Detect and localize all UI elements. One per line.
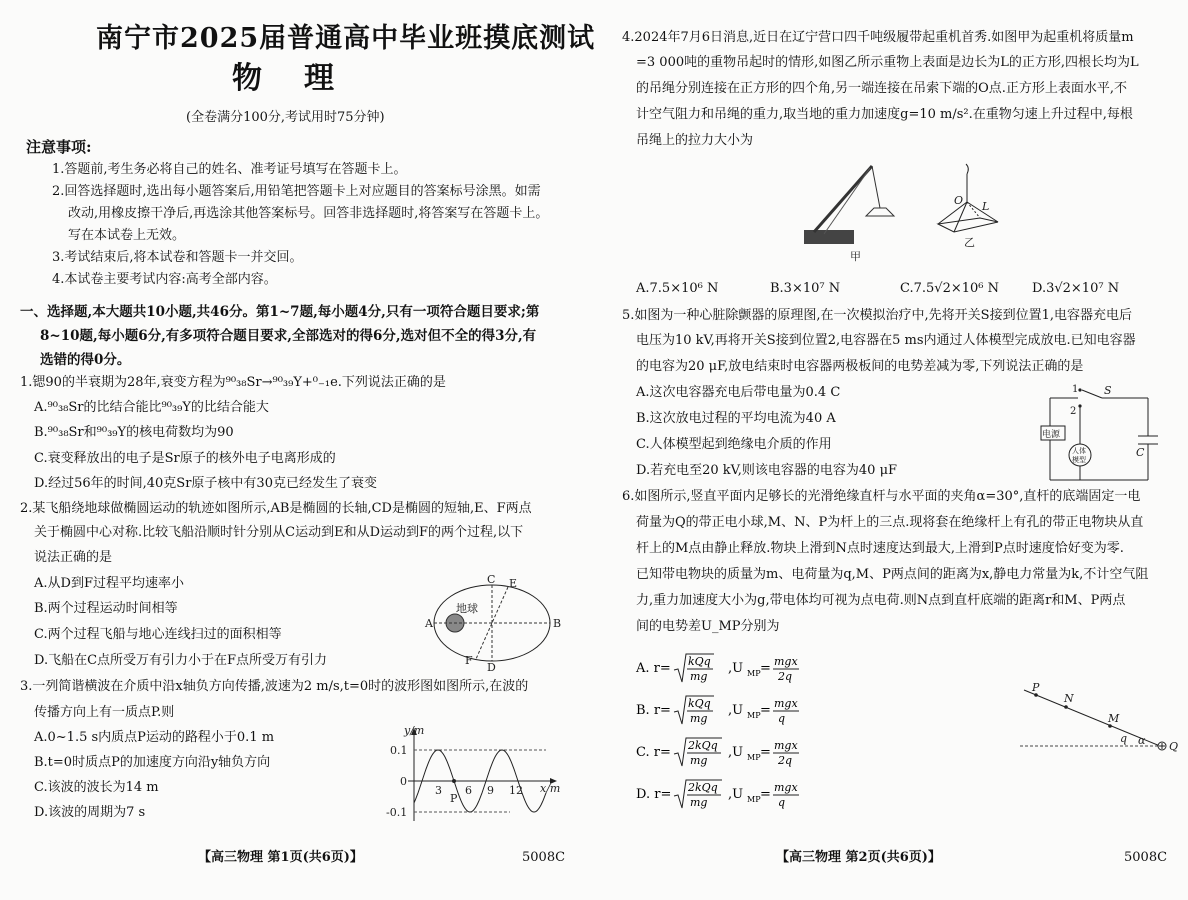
page-2: [600, 0, 1188, 900]
crane-load: [866, 208, 894, 216]
section-heading: 一、选择题,本大题共10小题,共46分。第1~7题,每小题4分,只有一项符合题目要求;第: [20, 304, 540, 320]
m-label: M: [1108, 712, 1120, 725]
particle-p: [452, 779, 456, 783]
q2-option-b: B.两个过程运动时间相等: [34, 601, 178, 616]
q6-stem-4: 已知带电物块的质量为m、电荷量为q,M、P两点间的距离为x,静电力常量为k,不计空气阻: [636, 567, 1149, 582]
section-heading-2: 8~10题,每小题6分,有多项符合题目要求,全部选对的得6分,选对但不全的得3分,有: [40, 328, 537, 344]
q4-crane-figure: [800, 160, 910, 266]
q1-option-a: A.⁹⁰₃₈Sr的比结合能比⁹⁰₃₉Y的比结合能大: [34, 400, 269, 415]
exam-title: 南宁市2025届普通高中毕业班摸底测试: [96, 23, 596, 54]
q5-option-d: D.若充电至20 kV,则该电容器的电容为40 μF: [636, 463, 898, 478]
q5-stem-1: 5.如图为一种心脏除颤器的原理图,在一次模拟治疗中,先将开关S接到位置1,电容器充电后: [622, 308, 1132, 323]
subject-title: 物理: [232, 61, 376, 96]
q6-option-letter: B. r=: [636, 703, 671, 718]
q6-equals-sign: =: [760, 703, 771, 718]
q5-stem-2: 电压为10 kV,再将开关S接到位置2,电容器在5 ms内通过人体模型完成放电.已知电容器: [636, 333, 1136, 348]
exam-info: (全卷满分100分,考试用时75分钟): [186, 110, 385, 125]
q6-stem-3: 杆上的M点由静止释放.物块上滑到N点时速度达到最大,上滑到P点时速度恰好变为零.: [636, 541, 1124, 556]
q6-radicand-denominator: mg: [690, 670, 708, 683]
footer-left-p1: 【高三物理 第1页(共6页)】: [198, 850, 363, 865]
alpha-label: α: [1138, 734, 1146, 747]
q6-stem-6: 间的电势差U_MP分别为: [636, 619, 780, 634]
x-tick-3: 3: [435, 784, 442, 797]
q6-radicand-numerator: kQq: [688, 697, 711, 710]
q6-equals-sign: =: [760, 787, 771, 802]
q6-fraction-denominator: 2q: [778, 754, 793, 767]
footer-code-p1: 5008C: [522, 850, 566, 865]
y-axis-label: y/m: [404, 724, 425, 737]
q4-stem-1: 4.2024年7月6日消息,近日在辽宁营口四千吨级履带起重机首秀.如图甲为起重机将质量m: [622, 30, 1134, 45]
hook-icon: [966, 164, 968, 174]
q1-option-b: B.⁹⁰₃₈Sr和⁹⁰₃₉Y的核电荷数均为90: [34, 425, 234, 440]
q6-incline-figure: [1020, 681, 1179, 758]
q3-option-c: C.该波的波长为14 m: [34, 780, 159, 795]
crane-tracks: [804, 230, 854, 244]
q5-option-a: A.这次电容器充电后带电量为0.4 C: [636, 385, 841, 400]
q2-stem-2: 关于椭圆中心对称.比较飞船沿顺时针分别从C运动到E和从D运动到F的两个过程,以下: [34, 525, 524, 540]
q1-option-d: D.经过56年的时间,40克Sr原子核中有30克已经发生了衰变: [34, 476, 377, 491]
q4-option-b: B.3×10⁷ N: [770, 281, 841, 296]
power-label: 电源: [1042, 430, 1061, 440]
q6-radicand-numerator: 2kQq: [688, 739, 718, 752]
q5-option-c: C.人体模型起到绝缘电介质的作用: [636, 437, 832, 452]
q6-u-symbol: ,U: [728, 787, 744, 802]
point-o-label: O: [954, 194, 964, 207]
q5-stem-3: 的电容为20 μF,放电结束时电容器两极板间的电势差减为零,下列说法正确的是: [636, 359, 1084, 374]
notice-2: 2.回答选择题时,选出每小题答案后,用铅笔把答题卡上对应题目的答案标号涂黑。如需: [52, 184, 541, 199]
q6-stem-1: 6.如图所示,竖直平面内足够长的光滑绝缘直杆与水平面的夹角α=30°,直杆的底端固定一电: [622, 489, 1141, 504]
q6-u-symbol: ,U: [728, 745, 744, 760]
q6-radicand-denominator: mg: [690, 712, 708, 725]
q2-option-d: D.飞船在C点所受万有引力小于在F点所受万有引力: [34, 653, 328, 668]
capacitor-label: C: [1136, 446, 1145, 459]
q6-fraction-denominator: q: [778, 796, 786, 809]
q4-option-d: D.3√2×10⁷ N: [1032, 281, 1120, 296]
crane-boom: [814, 166, 872, 232]
q6-option-letter: A. r=: [636, 661, 671, 676]
q6-equals-sign: =: [760, 661, 771, 676]
q6-radicand-numerator: 2kQq: [688, 781, 718, 794]
body-label-2: 模型: [1072, 456, 1086, 464]
rope-length-label: L: [982, 200, 990, 213]
point-a-label: A: [425, 617, 433, 630]
q4-stem-5: 吊绳上的拉力大小为: [636, 133, 754, 148]
q2-orbit-figure: [425, 573, 570, 674]
notice-3: 3.考试结束后,将本试卷和答题卡一并交回。: [52, 250, 303, 265]
footer-code-p2: 5008C: [1124, 850, 1168, 865]
q3-stem-1: 3.一列简谐横波在介质中沿x轴负方向传播,波速为2 m/s,t=0时的波形图如图所示,在波的: [20, 679, 529, 694]
x-tick-12: 12: [509, 784, 523, 797]
notice-heading: 注意事项:: [26, 138, 92, 156]
q5-option-b: B.这次放电过程的平均电流为40 A: [636, 411, 836, 426]
q3-wave-graph: [378, 726, 568, 826]
q6-u-subscript: MP: [747, 711, 761, 720]
q1-option-c: C.衰变释放出的电子是Sr原子的核外电子电离形成的: [34, 451, 336, 466]
crane-cable: [872, 166, 880, 208]
q6-stem-5: 力,重力加速度大小为g,带电体均可视为点电荷.则N点到直杆底端的距离r和M、P两点: [636, 593, 1126, 608]
crane-boom-brace: [824, 168, 870, 234]
point-c-label: C: [487, 573, 496, 586]
q6-u-symbol: ,U: [728, 703, 744, 718]
q6-u-subscript: MP: [747, 795, 761, 804]
q6-option-letter: C. r=: [636, 745, 671, 760]
q6-option-letter: D. r=: [636, 787, 672, 802]
p-label: P: [1032, 681, 1040, 694]
position-1-label: 1: [1072, 384, 1079, 395]
q6-fraction-numerator: mgx: [774, 697, 798, 710]
q6-option-d: [636, 780, 799, 809]
q2-stem-3: 说法正确的是: [34, 550, 113, 565]
figure-yi-label: 乙: [964, 236, 975, 249]
q6-option-c: [636, 738, 799, 767]
q4-stem-4: 计空气阻力和吊绳的重力,取当地的重力加速度g=10 m/s².在重物匀速上升过程中,每根: [636, 107, 1133, 122]
notice-1: 1.答题前,考生务必将自己的姓名、准考证号填写在答题卡上。: [52, 162, 407, 177]
q2-option-a: A.从D到F过程平均速率小: [34, 576, 184, 591]
q3-stem-2: 传播方向上有一质点P.则: [34, 705, 175, 720]
q6-fraction-numerator: mgx: [774, 655, 798, 668]
x-tick-6: 6: [465, 784, 472, 797]
q6-u-symbol: ,U: [728, 661, 744, 676]
q2-option-c: C.两个过程飞船与地心连线扫过的面积相等: [34, 627, 282, 642]
q6-fraction-denominator: 2q: [778, 670, 793, 683]
point-b-label: B: [553, 617, 562, 630]
q1-stem: 1.锶90的半衰期为28年,衰变方程为⁹⁰₃₈Sr→⁹⁰₃₉Y+⁰₋₁e.下列说法正确的是: [20, 375, 446, 390]
q6-equals-sign: =: [760, 745, 771, 760]
q3-option-d: D.该波的周期为7 s: [34, 805, 146, 820]
body-label-1: 人体: [1072, 447, 1086, 455]
q4-option-c: C.7.5√2×10⁶ N: [900, 281, 999, 296]
q2-stem-1: 2.某飞船绕地球做椭圆运动的轨迹如图所示,AB是椭圆的长轴,CD是椭圆的短轴,E、F两点: [20, 501, 532, 516]
y-tick-max: 0.1: [390, 744, 408, 757]
y-tick-zero: 0: [400, 775, 407, 788]
y-tick-min: -0.1: [386, 806, 408, 819]
q3-option-a: A.0~1.5 s内质点P运动的路程小于0.1 m: [34, 730, 275, 745]
notice-2-end: 写在本试卷上无效。: [68, 228, 186, 243]
notice-2-cont: 改动,用橡皮擦干净后,再选涂其他答案标号。回答非选择题时,将答案写在答题卡上。: [68, 206, 549, 221]
x-tick-9: 9: [487, 784, 494, 797]
q-small-label: q: [1120, 732, 1128, 745]
notice-4: 4.本试卷主要考试内容:高考全部内容。: [52, 272, 277, 287]
x-axis-label: x/m: [540, 782, 561, 795]
figure-jia-label: 甲: [850, 250, 861, 263]
switch-label: S: [1104, 384, 1112, 397]
big-q-label: Q: [1169, 740, 1179, 753]
point-d-label: D: [487, 661, 496, 674]
q4-pyramid-figure: [930, 162, 1010, 268]
q6-option-b: [636, 696, 799, 725]
switch-s[interactable]: [1082, 390, 1102, 398]
switch-contact-1: [1078, 388, 1081, 391]
q6-radicand-denominator: mg: [690, 754, 708, 767]
q6-fraction-numerator: mgx: [774, 739, 798, 752]
q6-options: [636, 648, 866, 818]
q6-radicand-denominator: mg: [690, 796, 708, 809]
q6-fraction-denominator: q: [778, 712, 786, 725]
q6-option-a: [635, 654, 799, 683]
square-top: [938, 218, 998, 232]
point-f-label: F: [465, 654, 473, 667]
footer-left-p2: 【高三物理 第2页(共6页)】: [776, 850, 941, 865]
q4-stem-3: 的吊绳分别连接在正方形的四个角,另一端连接在吊索下端的O点.正方形上表面水平,不: [636, 81, 1128, 96]
q6-radicand-numerator: kQq: [688, 655, 711, 668]
position-2-label: 2: [1070, 406, 1077, 417]
section-heading-3: 选错的得0分。: [40, 352, 131, 368]
point-e-label: E: [509, 577, 518, 590]
q6-u-subscript: MP: [747, 753, 761, 762]
n-label: N: [1064, 692, 1074, 705]
rope-4: [967, 202, 980, 218]
point-p-label: P: [450, 792, 458, 805]
q3-option-b: B.t=0时质点P的加速度方向沿y轴负方向: [34, 755, 271, 770]
q4-option-a: A.7.5×10⁶ N: [636, 281, 719, 296]
q5-circuit-figure: [1040, 384, 1170, 490]
point-n: [1064, 705, 1068, 709]
q6-stem-2: 荷量为Q的带正电小球,M、N、P为杆上的三点.现将套在绝缘杆上有孔的带正电物块从直: [636, 515, 1144, 530]
q4-stem-2: =3 000吨的重物吊起时的情形,如图乙所示重物上表面是边长为L的正方形,四根长均为L: [636, 55, 1139, 70]
earth-label: 地球: [456, 602, 478, 615]
q6-u-subscript: MP: [747, 669, 761, 678]
q6-fraction-numerator: mgx: [774, 781, 798, 794]
